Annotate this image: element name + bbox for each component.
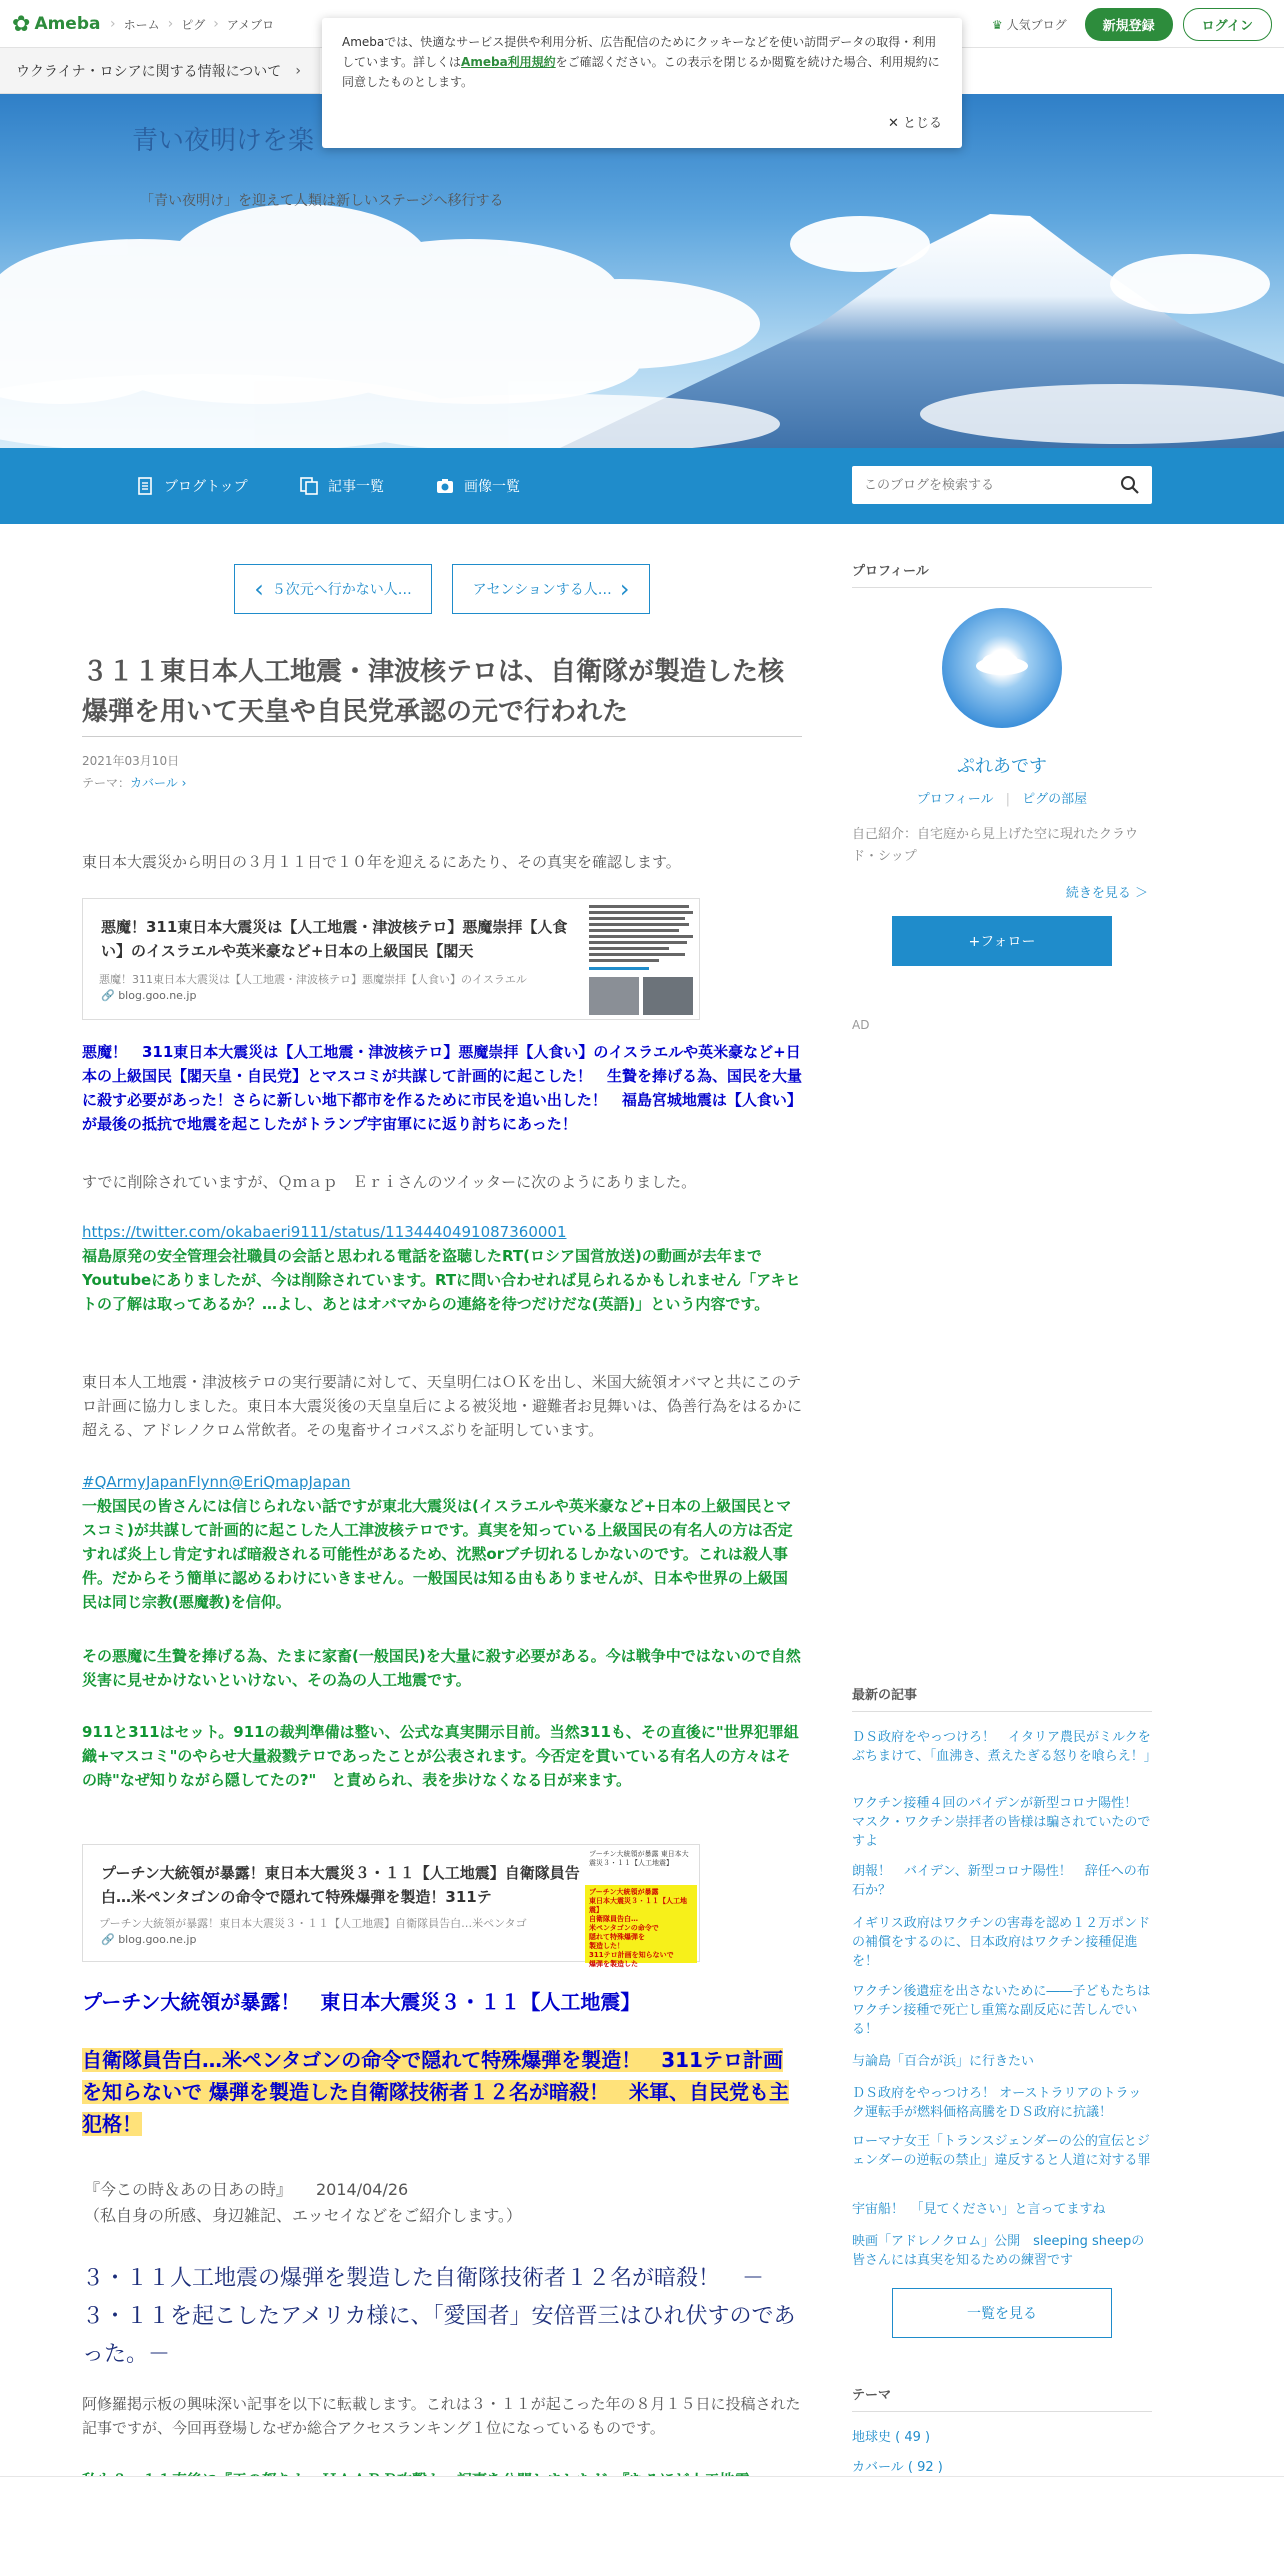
blue-bold-paragraph: 悪魔！ 311東日本大震災は【人工地震・津波核テロ】悪魔崇拝【人食い】のイスラエルや英米豪など+日本の上級国民【閣天皇・自民党】とマスコミが共謀して計画的に起こした！ 生贄を捧げる為、国民を大量に殺す必要があった！さらに新しい地下都市を作るために市民を追い出した！ 福島宮城地震は【人食い】が最後の抵抗で地震を起こしたがトランプ宇宙軍にに返り討ちにあった！ — [82, 1043, 803, 1133]
ameba-logo[interactable] — [12, 11, 100, 37]
latest-article-item[interactable]: 朗報！ バイデン、新型コロナ陽性！ 辞任への布石か？ — [852, 1864, 1150, 1898]
green-paragraph-conspiracy: 一般国民の皆さんには信じられない話ですが東北大震災は(イスラエルや英米豪など+日本の上級国民とマスコミ)が共謀して計画的に起こした人工津波核テロです。真実を知っている上級国民の有名人の方は否定すれば炎上し肯定すれば暗殺される可能性があるため、沈黙orブチ切れるしかないのです。これは殺人事件。だからそう簡単に認めるわけにいきません。一般国民は知る由もありませんが、日本や世界の上級国民は同じ宗教(悪魔教)を信仰。 — [82, 1497, 793, 1611]
entry-title: ３１１東日本人工地震・津波核テロは、自衛隊が製造した核爆弾を用いて天皇や自民党承認の元で行われた — [82, 657, 785, 727]
moment-subline: （私自身の所感、身辺雑記、エッセイなどをご紹介します。） — [84, 2206, 522, 2225]
blog-title[interactable]: 青い夜明けを楽 — [132, 126, 315, 156]
next-entry-button[interactable] — [452, 564, 650, 614]
thumb-line: 東日本大震災３・１１【人工地震】 — [589, 1850, 689, 1867]
theme-item[interactable]: カバール ( 92 ) — [852, 2460, 943, 2475]
link-card-goo-1[interactable] — [82, 898, 700, 1020]
card-title: プーチン大統領が暴露！東日本大震災３・１１【人工地震】自衛隊員告白…米ペンタゴンの命令で隠れて特殊爆弾を製造！311テ — [101, 1864, 580, 1906]
latest-article-item[interactable]: ＤＳ政府をやっつけろ！ イタリア農民がミルクをぶちまけて、「血沸き、煮えたぎる怒りを喰らえ！」 — [852, 1730, 1157, 1764]
card-source — [101, 1933, 196, 1946]
thumb-line: プーチン大統領が暴露 — [589, 1888, 659, 1896]
thumb-line: プーチン大統領が暴露 — [589, 1850, 659, 1858]
cookie-text-before: Amebaでは、快適なサービス提供や利用分析、広告配信のためにクッキーなどを使い訪問データの取得・利用しています。詳しくは — [342, 35, 937, 69]
cloud-icon — [942, 608, 1062, 728]
card-description: 悪魔！311東日本大震災は【人工地震・津波核テロ】悪魔崇拝【人食い】のイスラエル — [99, 973, 527, 986]
link-divider: | — [1005, 792, 1011, 807]
ukraine-info-banner[interactable] — [0, 48, 320, 94]
blog-search-box — [852, 466, 1152, 504]
card-source-text: blog.goo.ne.jp — [118, 989, 197, 1002]
profile-link[interactable]: プロフィール — [916, 792, 994, 807]
twitter-link[interactable]: https://twitter.com/okabaeri9111/status/1134440491087360001 — [82, 1223, 567, 1241]
thumb-line: 東日本大震災３・１１【人工地震】 — [589, 1897, 687, 1914]
intro-paragraph: 東日本大震災から明日の３月１１日で１０年を迎えるにあたり、その真実を確認します。 — [82, 853, 681, 871]
next-entry-label: アセンションする人… — [472, 582, 612, 598]
profile-avatar[interactable] — [942, 608, 1062, 728]
images-tab[interactable] — [436, 448, 520, 524]
gray-paragraph-emperor: 東日本人工地震・津波核テロの実行要請に対して、天皇明仁はＯＫを出し、米国大統領オバマと共にこのテロ計画に協力しました。東日本大震災後の天皇皇后による被災地・避難者お見舞いは、偽善行為をはるかに超える、アドレノクロム常飲者。その鬼畜サイコパスぶりを証明しています。 — [82, 1373, 803, 1439]
article-thumbnail-image — [585, 901, 697, 1019]
latest-article-item[interactable]: イギリス政府はワクチンの害毒を認め１２万ポンドの補償をするのに、日本政府はワクチン接種促進を！ — [852, 1916, 1151, 1969]
asura-paragraph: 阿修羅掲示板の興味深い記事を以下に転載します。これは３・１１が起こった年の８月１５日に投稿された記事ですが、今回再登場しなぜか総合アクセスランキング１位になっているものです。 — [82, 2395, 801, 2437]
putin-heading: プーチン大統領が暴露！ 東日本大震災３・１１【人工地震】 — [82, 1990, 641, 2014]
card-source-text: blog.goo.ne.jp — [118, 1933, 197, 1946]
link-icon: 🔗 — [101, 1933, 119, 1946]
ad-label: AD — [852, 1018, 870, 1032]
hashtag-link[interactable]: #QArmyJapanFlynn@EriQmapJapan — [82, 1473, 351, 1491]
profile-intro: 自己紹介：自宅庭から見上げた空に現れたクラウド・シップ — [852, 827, 1139, 864]
nav-ameblo[interactable]: アメブロ — [226, 17, 275, 32]
blog-top-tab[interactable] — [136, 448, 248, 524]
copy-icon — [300, 477, 318, 495]
thumb-yellow-panel — [585, 1885, 697, 1968]
ukraine-info-text: ウクライナ・ロシアに関する情報について — [16, 63, 282, 80]
nav-separator-icon: › — [213, 16, 219, 32]
bomb-heading: ３・１１人工地震の爆弾を製造した自衛隊技術者１２名が暗殺！ －３・１１を起こしたアメリカ様に、「愛国者」安倍晋三はひれ伏すのであった。－ — [82, 2266, 796, 2367]
blog-search-input[interactable] — [852, 466, 1102, 504]
profile-name[interactable]: ぷれあです — [957, 756, 1047, 777]
profile-heading: プロフィール — [852, 560, 1152, 588]
cookie-text-after: をご確認ください。この表示を閉じるか閲覧を続けた場合、利用規約に同意したものとします。 — [342, 55, 940, 89]
theme-item[interactable]: 地球史 ( 49 ) — [852, 2430, 931, 2445]
nav-separator-icon: › — [167, 16, 174, 32]
thumb-line: 米ペンタゴンの命令で — [589, 1924, 659, 1932]
terms-link[interactable]: Ameba利用規約 — [461, 55, 556, 69]
register-button[interactable]: 新規登録 — [1085, 8, 1173, 41]
latest-article-item[interactable]: ローマナ女王「トランスジェンダーの公的宣伝とジェンダーの逆転の禁止」違反すると人道に対する罪 — [852, 2134, 1151, 2168]
view-all-articles-button[interactable]: 一覧を見る — [892, 2288, 1112, 2338]
latest-article-item[interactable]: ワクチン接種４回のバイデンが新型コロナ陽性！ マスク・ワクチン崇拝者の皆様は騙されていたのですよ — [852, 1796, 1151, 1849]
link-card-goo-2[interactable] — [82, 1844, 700, 1968]
nav-pigg[interactable]: ピグ — [181, 17, 206, 32]
link-icon: 🔗 — [101, 989, 119, 1002]
bottom-bar — [0, 2476, 1284, 2568]
ameba-mark-icon: ✿ — [12, 11, 31, 37]
theme-heading: テーマ — [852, 2384, 1152, 2412]
close-icon: ✕ — [887, 116, 903, 131]
articles-tab[interactable] — [300, 448, 384, 524]
thumb-header — [585, 1847, 697, 1885]
green-paragraph-sacrifice: その悪魔に生贄を捧げる為、たまに家畜(一般国民)を大量に殺す必要がある。今は戦争中ではないので自然災害に見せかけないといけない、その為の人工地震です。 — [82, 1647, 801, 1689]
crown-icon: ♛ — [991, 17, 1003, 32]
theme-label: テーマ： — [82, 776, 131, 790]
pigg-room-link[interactable]: ピグの部屋 — [1022, 792, 1088, 807]
latest-article-item[interactable]: 宇宙船！ 「見てください」と言ってますね — [852, 2202, 1106, 2217]
moment-line: 『今この時＆あの日あの時』 2014/04/26 — [84, 2180, 409, 2199]
prev-entry-label: ５次元へ行かない人… — [271, 582, 412, 598]
entry-date: 2021年03月10日 — [82, 754, 180, 768]
cookie-consent-dialog — [322, 18, 962, 148]
card-description: プーチン大統領が暴露！東日本大震災３・１１【人工地震】自衛隊員告白…米ペンタゴ — [99, 1917, 527, 1930]
thumb-line: 隠れて特殊爆弾を — [589, 1933, 645, 1941]
thumb-line: 製造した！ — [589, 1942, 624, 1950]
images-label: 画像一覧 — [464, 479, 520, 495]
card-source — [101, 989, 196, 1002]
top-nav — [102, 0, 274, 48]
theme-link[interactable]: カバール — [130, 776, 178, 790]
thumb-line: 爆弾を製造した — [589, 1960, 638, 1968]
logo-text: Ameba — [34, 14, 101, 34]
articles-label: 記事一覧 — [328, 479, 384, 495]
card-title: 悪魔！311東日本大震災は【人工地震・津波核テロ】悪魔崇拝【人食い】のイスラエルや英米豪など+日本の上級国民【閣天 — [101, 918, 568, 960]
document-icon — [136, 477, 154, 495]
chevron-right-icon: › — [177, 776, 187, 790]
title-divider — [82, 736, 802, 737]
latest-article-item[interactable]: ＤＳ政府をやっつけろ！ オーストラリアのトラック運転手が燃料価格高騰をＤＳ政府に抗議！ — [852, 2086, 1142, 2120]
latest-article-item[interactable]: 与論島「百合が浜」に行きたい — [852, 2054, 1035, 2069]
chevron-right-icon: › — [619, 575, 630, 603]
highlight-heading-text: 自衛隊員告白…米ペンタゴンの命令で隠れて特殊爆弾を製造！ 311テロ計画を知らないで 爆弾を製造した自衛隊技術者１２名が暗殺！ 米軍、自民党も主犯格！ — [82, 2048, 789, 2136]
thumb-line: 自衛隊員告白… — [589, 1915, 638, 1923]
search-icon[interactable] — [1120, 475, 1140, 495]
popular-label: 人気ブログ — [1006, 18, 1067, 32]
prev-entry-button[interactable] — [234, 564, 432, 614]
login-button[interactable]: ログイン — [1183, 8, 1272, 41]
latest-article-item[interactable]: 映画「アドレノクロム」公開 sleeping sheepの皆さんには真実を知るための練習です — [852, 2234, 1145, 2268]
thumb-line: 311テロ計画を知らないで — [589, 1951, 674, 1959]
close-label: とじる — [902, 116, 942, 131]
latest-article-item[interactable]: ワクチン後遺症を出さないために――子どもたちはワクチン接種で死亡し重篤な副反応に苦しんでいる！ — [852, 1984, 1151, 2037]
card-thumbnail — [585, 901, 697, 1017]
chevron-left-icon: ‹ — [254, 575, 264, 603]
nav-separator-icon: › — [110, 16, 116, 32]
entry-theme — [82, 774, 186, 791]
read-more-link[interactable]: 続きを見る ＞ — [1065, 886, 1148, 901]
follow-button[interactable]: +フォロー — [892, 916, 1112, 966]
highlight-heading — [82, 2044, 802, 2140]
chevron-right-icon: › — [295, 62, 301, 79]
blog-top-label: ブログトップ — [164, 479, 248, 495]
qmap-paragraph: すでに削除されていますが、Ｑｍａｐ Ｅｒｉさんのツイッターに次のようにありました。 — [82, 1173, 697, 1191]
blog-navbar — [0, 448, 1284, 524]
nav-home[interactable]: ホーム — [123, 17, 160, 32]
card-thumbnail — [585, 1847, 697, 1968]
green-paragraph-rt: 福島原発の安全管理会社職員の会話と思われる電話を盗聴したRT(ロシア国営放送)の動画が去年までYoutubeにありましたが、今は削除されています。RTに問い合わせれば見られるかもしれません「アキヒトの了解は取ってあるか？…よし、あとはオバマからの連絡を待つだけだな(英語)」という内容です。 — [82, 1247, 801, 1313]
blog-subtitle: 「青い夜明け」を迎えて人類は新しいステージへ移行する — [140, 193, 504, 209]
profile-links — [852, 788, 1152, 807]
green-paragraph-911: 911と311はセット。911の裁判準備は整い、公式な真実開示目前。当然311も、その直後に"世界犯罪組織+マスコミ"のやらせ大量殺戮テロであったことが公表されます。今否定を貫いている有名人の方々はその時"なぜ知りながら隠してたの?" と責められ、表を歩けなくなる日が来ます。 — [82, 1723, 799, 1789]
camera-icon — [436, 477, 454, 495]
topbar-right — [992, 8, 1272, 41]
popular-blog-link[interactable] — [992, 16, 1067, 33]
latest-articles-heading: 最新の記事 — [852, 1684, 1152, 1712]
cookie-close-button[interactable] — [888, 114, 942, 134]
